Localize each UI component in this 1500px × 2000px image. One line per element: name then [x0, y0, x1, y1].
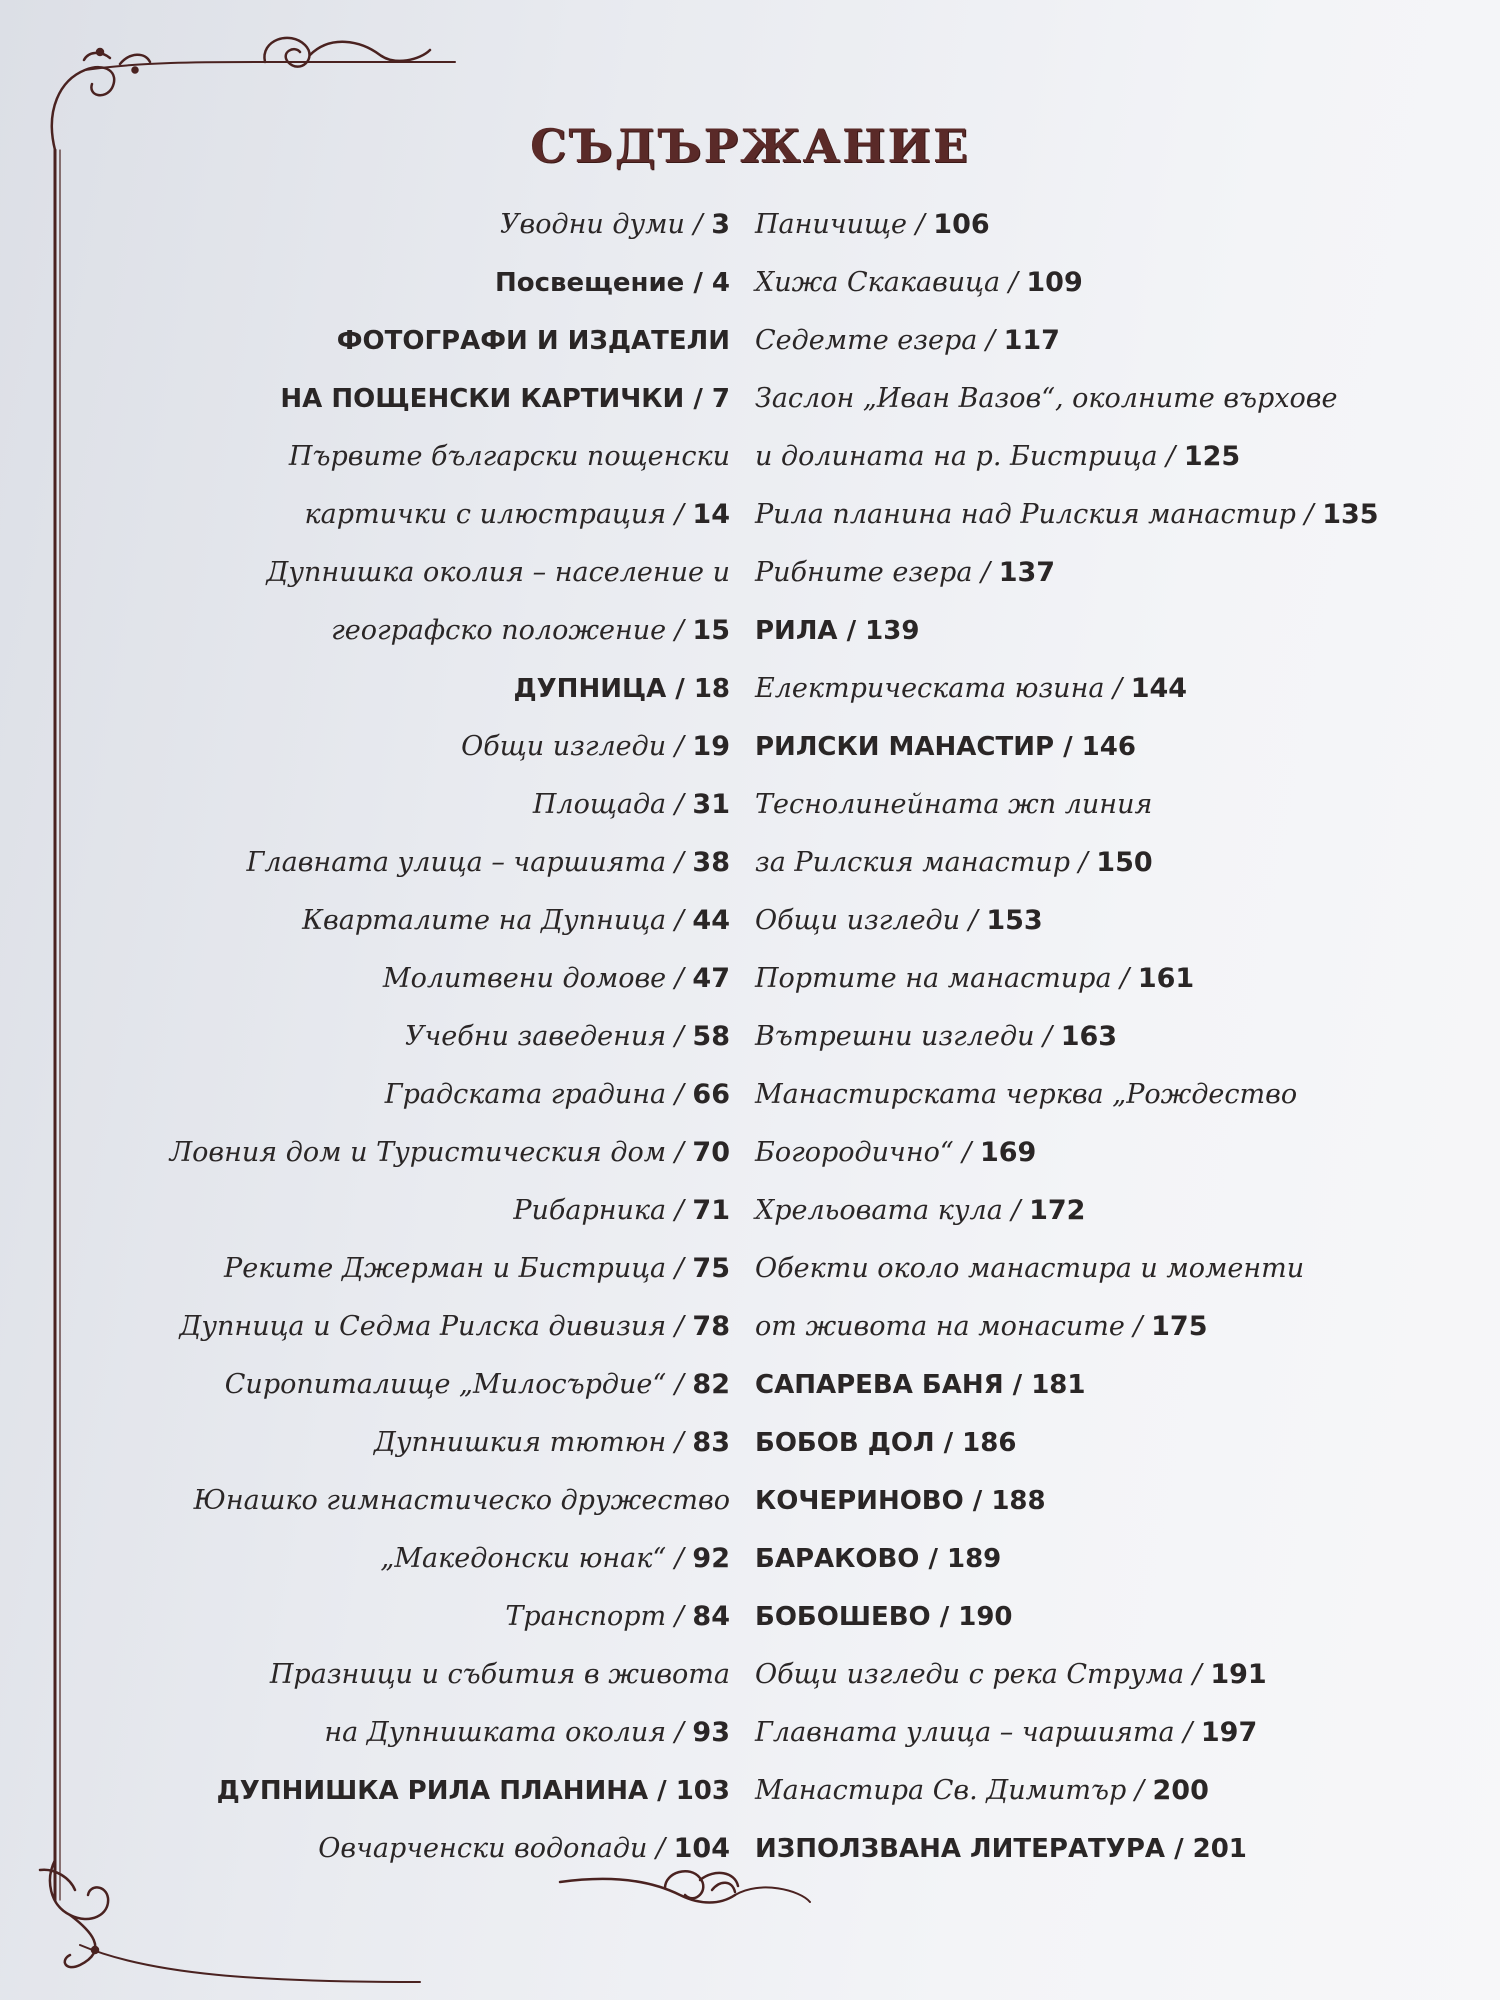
- toc-page-number: 82: [692, 1369, 730, 1400]
- toc-entry: [150, 776, 730, 834]
- toc-entry-title: Празници и събития в живота: [269, 1659, 730, 1690]
- toc-entry: [755, 196, 1395, 254]
- toc-page-number: 106: [933, 209, 990, 240]
- toc-entry: [150, 544, 730, 602]
- toc-entry-title: Теснолинейната жп линия: [755, 789, 1153, 820]
- toc-page-number: 169: [979, 1137, 1037, 1168]
- toc-entry-title: Градската градина /: [384, 1079, 693, 1110]
- toc-page-number: 71: [692, 1195, 730, 1226]
- toc-page-number: 188: [991, 1486, 1046, 1516]
- toc-entry-title: ФОТОГРАФИ И ИЗДАТЕЛИ: [336, 326, 730, 356]
- toc-entry-title: картички с илюстрация /: [304, 499, 693, 530]
- toc-entry-title: Площада /: [532, 789, 693, 820]
- toc-entry: [755, 312, 1395, 370]
- toc-entry: [755, 1008, 1395, 1066]
- toc-entry: [755, 892, 1395, 950]
- toc-entry: [755, 486, 1395, 544]
- toc-entry-title: Седемте езера /: [755, 325, 1004, 356]
- toc-page-number: 75: [692, 1253, 730, 1284]
- toc-entry-title: Богородично“ /: [755, 1137, 980, 1168]
- toc-entry: [755, 1182, 1395, 1240]
- toc-entry-title: Уводни думи /: [500, 209, 712, 240]
- toc-page-number: 146: [1081, 732, 1136, 762]
- page-title: СЪДЪРЖАНИЕ: [530, 118, 970, 173]
- toc-entry-title: Първите български пощенски: [288, 441, 730, 472]
- toc-entry: [150, 950, 730, 1008]
- toc-entry-title: Овчарченски водопади /: [318, 1833, 674, 1864]
- toc-entry: [150, 1240, 730, 1298]
- toc-entry: [150, 1704, 730, 1762]
- toc-page-number: 15: [692, 615, 730, 646]
- toc-entry: [150, 1182, 730, 1240]
- toc-entry: [150, 602, 730, 660]
- toc-entry: [755, 660, 1395, 718]
- toc-entry: [755, 1530, 1395, 1588]
- toc-entry: [150, 718, 730, 776]
- toc-entry: [150, 1588, 730, 1646]
- toc-entry-title: Паничище /: [755, 209, 934, 240]
- toc-entry: [755, 1356, 1395, 1414]
- toc-entry: [755, 544, 1395, 602]
- toc-page-number: 197: [1200, 1717, 1258, 1748]
- toc-entry-title: ИЗПОЛЗВАНА ЛИТЕРАТУРА /: [755, 1834, 1193, 1864]
- toc-entry-title: Дупнишка околия – население и: [266, 557, 730, 588]
- toc-entry-title: Сиропиталище „Милосърдие“ /: [224, 1369, 693, 1400]
- toc-page-number: 189: [947, 1544, 1002, 1574]
- toc-page-number: 190: [958, 1602, 1013, 1632]
- toc-entry: [150, 892, 730, 950]
- toc-entry-title: на Дупнишката околия /: [324, 1717, 693, 1748]
- toc-page-number: 135: [1322, 499, 1379, 530]
- toc-entry: [150, 660, 730, 718]
- toc-entry-title: и долината на р. Бистрица /: [755, 441, 1184, 472]
- toc-entry: [755, 1298, 1395, 1356]
- toc-entry: [755, 370, 1395, 428]
- toc-entry-title: Общи изгледи /: [461, 731, 693, 762]
- toc-page-number: 14: [692, 499, 730, 530]
- toc-entry-title: Ловния дом и Туристическия дом /: [169, 1137, 693, 1168]
- toc-page-number: 70: [692, 1137, 730, 1168]
- toc-page-number: 103: [675, 1776, 730, 1806]
- toc-entry: [150, 1414, 730, 1472]
- toc-page-number: 181: [1031, 1370, 1086, 1400]
- toc-page-number: 47: [692, 963, 730, 994]
- toc-page-number: 153: [986, 905, 1043, 936]
- corner-flourish-icon: [40, 1860, 420, 1982]
- toc-entry: [755, 1066, 1395, 1124]
- toc-left-column: [150, 196, 730, 1878]
- toc-page-number: 66: [692, 1079, 730, 1110]
- toc-entry: [755, 1646, 1395, 1704]
- toc-entry: [150, 1530, 730, 1588]
- toc-entry-title: „Македонски юнак“ /: [380, 1543, 693, 1574]
- toc-entry: [755, 602, 1395, 660]
- toc-page-number: 186: [962, 1428, 1017, 1458]
- toc-entry: [150, 1008, 730, 1066]
- toc-entry-title: Главната улица – чаршията /: [246, 847, 693, 878]
- toc-entry-title: Хрельовата кула /: [755, 1195, 1030, 1226]
- toc-entry: [755, 1472, 1395, 1530]
- toc-page-number: 175: [1151, 1311, 1208, 1342]
- toc-entry-title: Реките Джерман и Бистрица /: [224, 1253, 693, 1284]
- toc-entry-title: Дупница и Седма Рилска дивизия /: [179, 1311, 693, 1342]
- toc-entry: [755, 428, 1395, 486]
- toc-page-number: 191: [1210, 1659, 1267, 1690]
- toc-entry: [755, 1124, 1395, 1182]
- toc-entry-title: Молитвени домове /: [382, 963, 693, 994]
- toc-entry: [150, 312, 730, 370]
- toc-entry-title: Главната улица – чаршията /: [755, 1717, 1201, 1748]
- toc-entry-title: Манастирската черква „Рождество: [755, 1079, 1298, 1110]
- toc-entry: [755, 1240, 1395, 1298]
- toc-entry: [150, 370, 730, 428]
- toc-entry: [150, 1124, 730, 1182]
- toc-entry-title: Учебни заведения /: [404, 1021, 693, 1052]
- toc-page-number: 93: [692, 1717, 730, 1748]
- toc-entry-title: БАРАКОВО /: [755, 1544, 947, 1574]
- toc-page-number: 83: [692, 1427, 730, 1458]
- toc-entry-title: Рибарника /: [513, 1195, 693, 1226]
- toc-page-number: 92: [692, 1543, 730, 1574]
- toc-entry: [150, 428, 730, 486]
- toc-entry: [755, 834, 1395, 892]
- toc-page-number: 144: [1130, 673, 1188, 704]
- toc-page-number: 78: [692, 1311, 730, 1342]
- toc-entry-title: Кварталите на Дупница /: [302, 905, 693, 936]
- toc-page-number: 31: [692, 789, 730, 820]
- toc-entry: [150, 254, 730, 312]
- toc-page-number: 109: [1026, 267, 1083, 298]
- toc-entry: [150, 1298, 730, 1356]
- toc-entry-title: РИЛСКИ МАНАСТИР /: [755, 732, 1082, 762]
- toc-page-number: 7: [711, 384, 730, 414]
- toc-entry-title: Вътрешни изгледи /: [755, 1021, 1061, 1052]
- toc-entry: [150, 1820, 730, 1878]
- toc-entry-title: БОБОВ ДОЛ /: [755, 1428, 963, 1458]
- toc-entry: [755, 1704, 1395, 1762]
- toc-entry-title: Заслон „Иван Вазов“, околните върхове: [755, 383, 1338, 414]
- toc-entry: [150, 1762, 730, 1820]
- toc-entry-title: Общи изгледи с река Струма /: [755, 1659, 1211, 1690]
- toc-page-number: 161: [1137, 963, 1195, 994]
- toc-page-number: 58: [692, 1021, 730, 1052]
- toc-entry: [150, 1646, 730, 1704]
- toc-entry-title: от живота на монасите /: [755, 1311, 1152, 1342]
- toc-entry-title: за Рилския манастир /: [755, 847, 1097, 878]
- toc-entry-title: НА ПОЩЕНСКИ КАРТИЧКИ /: [280, 384, 712, 414]
- toc-page-number: 19: [692, 731, 730, 762]
- toc-entry: [755, 1414, 1395, 1472]
- toc-entry-title: Транспорт /: [505, 1601, 693, 1632]
- toc-entry-title: Обекти около манастира и моменти: [755, 1253, 1305, 1284]
- toc-entry: [755, 1588, 1395, 1646]
- toc-entry-title: ДУПНИЦА /: [513, 674, 694, 704]
- toc-entry: [755, 254, 1395, 312]
- toc-entry-title: КОЧЕРИНОВО /: [755, 1486, 992, 1516]
- toc-page-number: 139: [865, 616, 920, 646]
- toc-entry-title: Общи изгледи /: [755, 905, 987, 936]
- toc-entry-title: Юнашко гимнастическо дружество: [193, 1485, 730, 1516]
- toc-entry-title: географско положение /: [331, 615, 693, 646]
- toc-page-number: 201: [1192, 1834, 1247, 1864]
- toc-page-number: 117: [1003, 325, 1060, 356]
- toc-entry: [150, 196, 730, 254]
- toc-entry: [755, 718, 1395, 776]
- toc-entry-title: ДУПНИШКА РИЛА ПЛАНИНА /: [216, 1776, 676, 1806]
- toc-entry: [150, 1356, 730, 1414]
- toc-entry-title: Манастира Св. Димитър /: [755, 1775, 1153, 1806]
- toc-entry-title: Рибните езера /: [755, 557, 999, 588]
- toc-entry: [755, 1820, 1395, 1878]
- toc-page-number: 137: [998, 557, 1056, 588]
- toc-entry: [755, 776, 1395, 834]
- toc-entry: [150, 1066, 730, 1124]
- toc-page-number: 38: [692, 847, 730, 878]
- toc-entry: [150, 834, 730, 892]
- toc-right-column: [755, 196, 1395, 1878]
- toc-page-number: 172: [1029, 1195, 1086, 1226]
- toc-page-number: 18: [693, 674, 730, 704]
- toc-page-number: 44: [692, 905, 730, 936]
- toc-entry-title: РИЛА /: [755, 616, 866, 646]
- toc-entry-title: Дупнишкия тютюн /: [373, 1427, 693, 1458]
- toc-entry: [755, 1762, 1395, 1820]
- toc-entry-title: САПАРЕВА БАНЯ /: [755, 1370, 1032, 1400]
- toc-entry-title: БОБОШЕВО /: [755, 1602, 959, 1632]
- toc-entry: [150, 486, 730, 544]
- toc-page-number: 3: [711, 209, 730, 240]
- toc-page-number: 4: [711, 268, 730, 298]
- toc-entry-title: Електрическата юзина /: [755, 673, 1131, 704]
- toc-entry-title: Рила планина над Рилския манастир /: [755, 499, 1323, 530]
- toc-page-number: 125: [1183, 441, 1241, 472]
- toc-page-number: 104: [673, 1833, 730, 1864]
- toc-page-number: 150: [1096, 847, 1153, 878]
- toc-entry: [755, 950, 1395, 1008]
- toc-entry-title: Портите на манастира /: [755, 963, 1138, 994]
- toc-entry-title: Посвещение /: [494, 268, 712, 298]
- toc-entry-title: Хижа Скакавица /: [755, 267, 1027, 298]
- toc-page-number: 200: [1152, 1775, 1209, 1806]
- toc-page-number: 84: [692, 1601, 730, 1632]
- toc-entry: [150, 1472, 730, 1530]
- toc-page-number: 163: [1060, 1021, 1118, 1052]
